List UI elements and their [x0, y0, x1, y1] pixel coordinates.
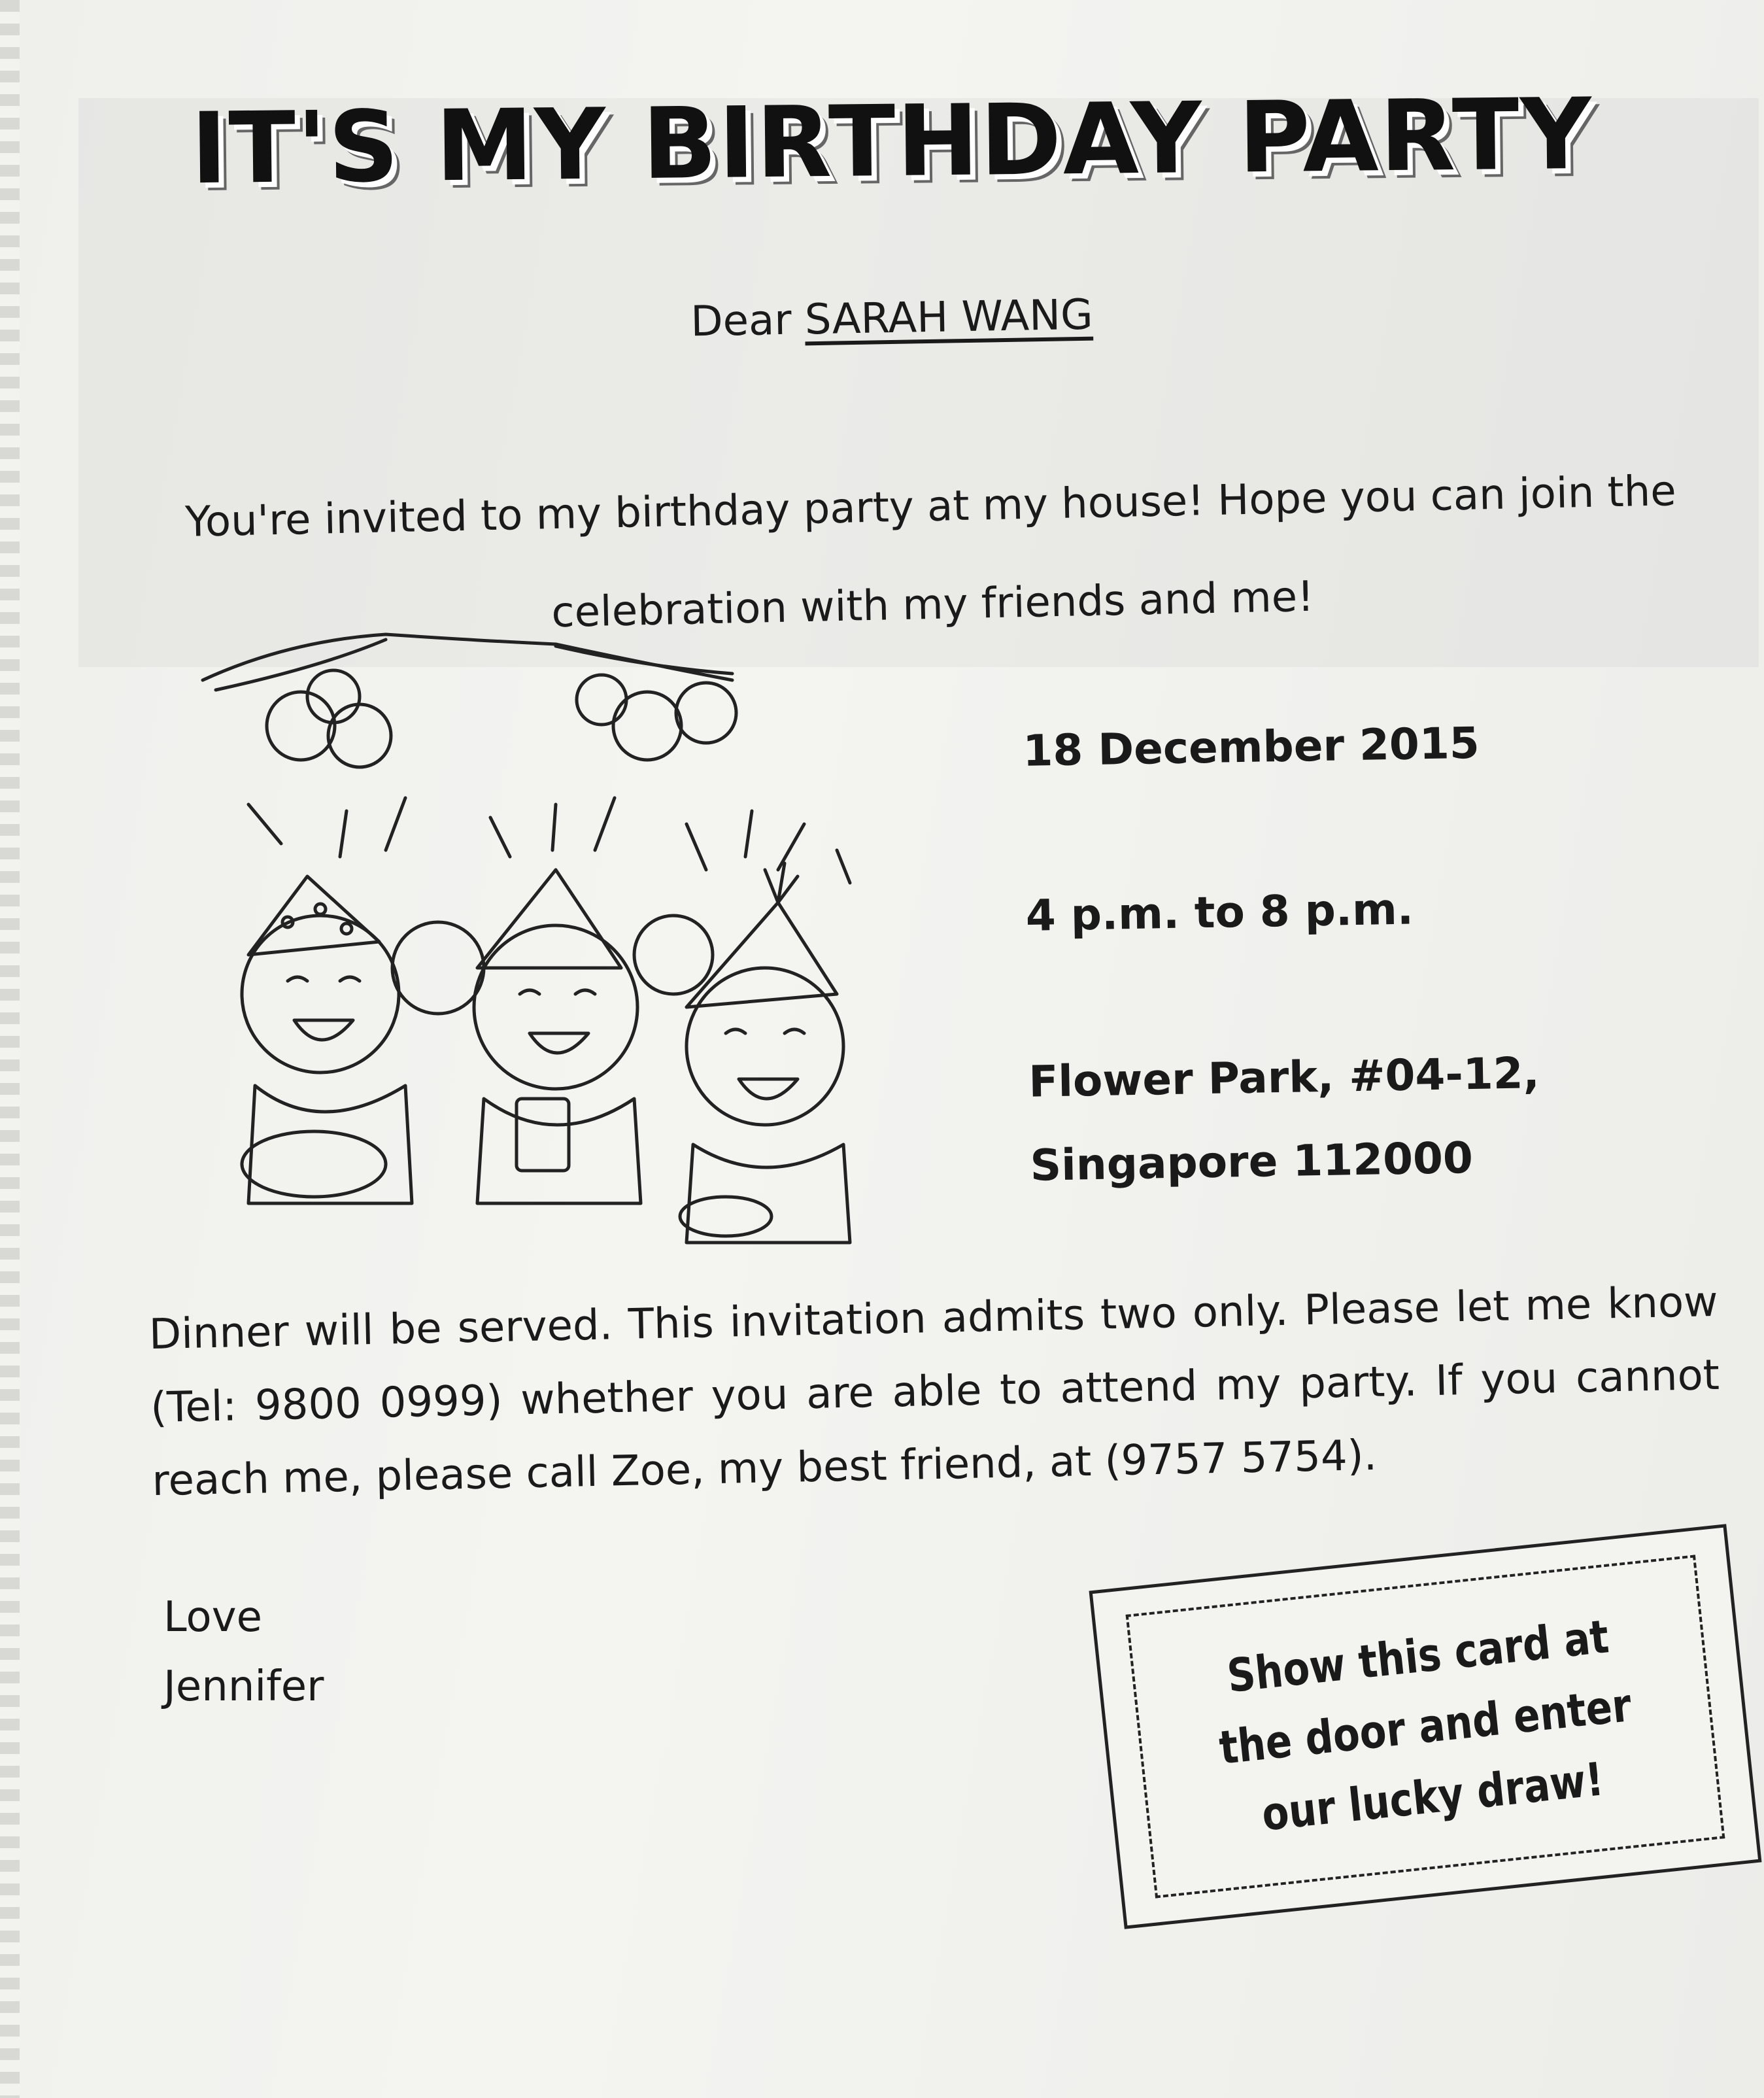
bunting-illustration	[203, 634, 736, 767]
invitation-page	[20, 0, 1764, 2098]
signoff-name: Jennifer	[163, 1662, 324, 1711]
greeting-prefix: Dear	[690, 296, 792, 347]
signoff-love: Love	[163, 1593, 262, 1642]
party-children-illustration	[190, 628, 922, 1269]
party-address	[1028, 1031, 1542, 1208]
card-line-2: the door and enter	[1216, 1678, 1635, 1775]
perforated-edge	[0, 0, 22, 2098]
party-details	[1022, 702, 1542, 1208]
excitement-lines	[248, 798, 850, 883]
card-line-1: Show this card at	[1225, 1609, 1612, 1703]
address-line-2: Singapore 112000	[1029, 1132, 1474, 1191]
page-title: IT'S MY BIRTHDAY PARTY	[190, 77, 1593, 207]
recipient-name: SARAH WANG	[804, 290, 1094, 345]
signoff	[163, 1583, 324, 1721]
lucky-draw-card	[1089, 1524, 1762, 1929]
card-line-3: our lucky draw!	[1259, 1752, 1606, 1842]
card-text	[1168, 1559, 1682, 1893]
party-time: 4 p.m. to 8 p.m.	[1025, 884, 1414, 941]
children-drawing	[242, 863, 850, 1243]
notice-text: Dinner will be served. This invitation admits two only. Please let me know (Tel: 9800 0999) whether you are able to attend my party. If you cannot reach me, please call Zoe, my best friend, at (9757 5754).	[148, 1277, 1720, 1506]
address-line-1: Flower Park, #04-12,	[1028, 1048, 1540, 1107]
intro-text: You're invited to my birthday party at my house! Hope you can join the celebration with my friends and me!	[184, 467, 1677, 638]
party-date: 18 December 2015	[1022, 717, 1480, 776]
